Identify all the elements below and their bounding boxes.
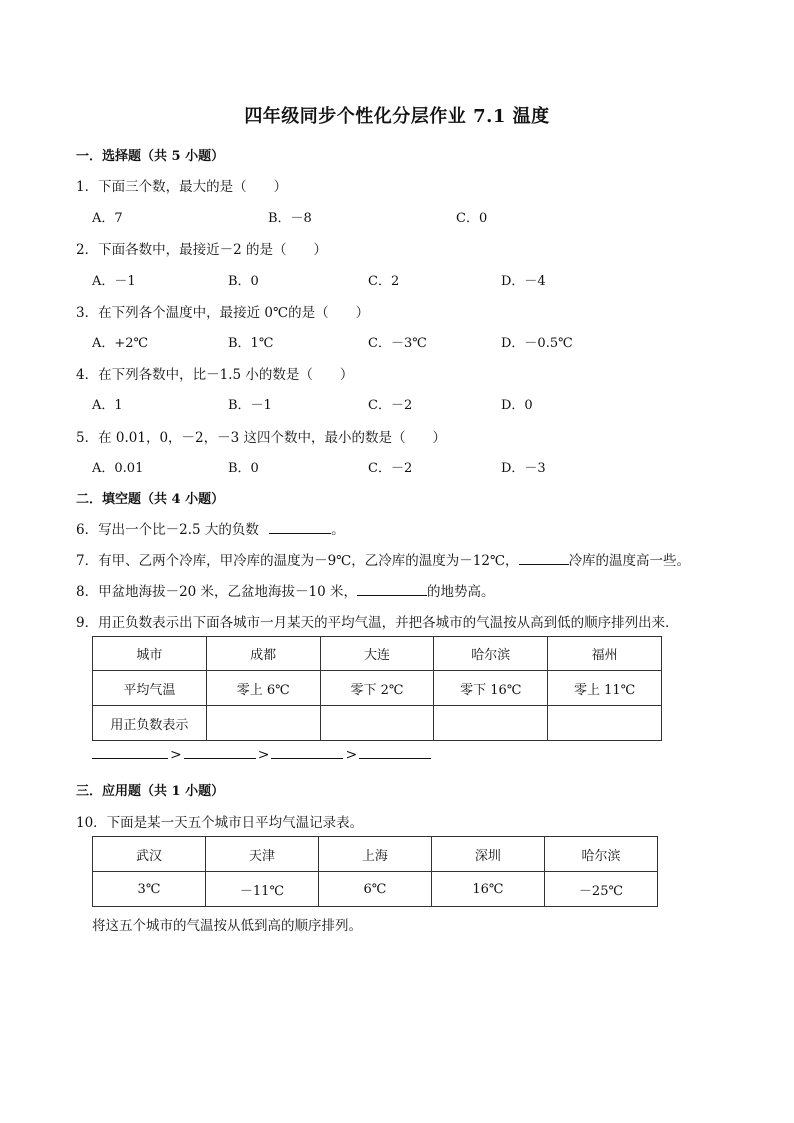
ordering-chain [92, 746, 431, 763]
table-row [93, 637, 662, 671]
table-header-cell: 武汉 [93, 837, 206, 872]
answer-cell[interactable] [206, 706, 320, 741]
answer-cell[interactable] [320, 706, 434, 741]
order-blank-2[interactable] [184, 746, 256, 759]
table-header-cell: 深圳 [431, 837, 544, 872]
question-3-option-d: D．－0.5℃ [501, 336, 573, 351]
table-cell: 零下 2℃ [320, 671, 434, 706]
section-heading-choice: 一．选择题（共 5 小题） [76, 149, 225, 164]
question-1-stem: 1．下面三个数，最大的是（ ） [76, 179, 288, 195]
greater-than-symbol: > [345, 747, 358, 763]
answer-blank-6[interactable] [269, 521, 331, 534]
question-6-end: 。 [331, 522, 345, 538]
answer-cell[interactable] [434, 706, 548, 741]
temperature-table-q10 [92, 836, 658, 907]
table-row [93, 837, 658, 872]
table-row [93, 671, 662, 706]
question-5-option-b: B．0 [228, 461, 259, 476]
question-3-option-a: A．+2℃ [92, 336, 149, 351]
question-4-option-a: A．1 [92, 398, 123, 413]
question-2-option-b: B．0 [228, 274, 259, 289]
question-4-option-d: D．0 [501, 398, 533, 413]
question-8 [76, 580, 495, 600]
table-header-cell: 哈尔滨 [544, 837, 657, 872]
table-header-cell: 天津 [205, 837, 318, 872]
section-heading-fill: 二．填空题（共 4 小题） [76, 492, 225, 507]
table-cell: 用正负数表示 [93, 706, 207, 741]
question-1-option-a: A．7 [92, 211, 123, 226]
question-8-text: 8．甲盆地海拔－20 米，乙盆地海拔－10 米， [76, 584, 358, 600]
question-7-text: 7．有甲、乙两个冷库，甲冷库的温度为－9℃，乙冷库的温度为－12℃， [76, 553, 519, 569]
question-8-end: 的地势高。 [427, 584, 495, 600]
question-3-option-b: B．1℃ [228, 336, 274, 351]
question-1-option-c: C．0 [456, 211, 488, 226]
answer-blank-8[interactable] [357, 583, 427, 596]
table-row [93, 872, 658, 907]
page-title: 四年级同步个性化分层作业 7.1 温度 [244, 106, 550, 127]
table-cell: 零下 16℃ [434, 671, 548, 706]
question-2-option-c: C．2 [368, 274, 400, 289]
table-cell: 3℃ [93, 872, 206, 907]
temperature-table-q9 [92, 636, 662, 741]
question-3-stem: 3．在下列各个温度中，最接近 0℃的是（ ） [76, 305, 370, 321]
question-2-option-d: D．－4 [501, 274, 546, 289]
table-cell: 平均气温 [93, 671, 207, 706]
question-4-option-c: C．－2 [368, 398, 413, 413]
question-5-stem: 5．在 0.01，0，－2，－3 这四个数中，最小的数是（ ） [76, 430, 446, 446]
question-7 [76, 549, 690, 569]
question-9-stem: 9．用正负数表示出下面各城市一月某天的平均气温，并把各城市的气温按从高到低的顺序排列出来． [76, 615, 679, 631]
table-header-cell: 成都 [206, 637, 320, 671]
question-2-option-a: A．－1 [92, 274, 136, 289]
table-header-cell: 城市 [93, 637, 207, 671]
answer-blank-7[interactable] [519, 552, 569, 565]
table-header-cell: 哈尔滨 [434, 637, 548, 671]
question-5-option-c: C．－2 [368, 461, 413, 476]
table-cell: 16℃ [431, 872, 544, 907]
order-blank-3[interactable] [271, 746, 343, 759]
question-10-instruction: 将这五个城市的气温按从低到高的顺序排列。 [92, 918, 362, 934]
table-cell: 零上 6℃ [206, 671, 320, 706]
order-blank-4[interactable] [359, 746, 431, 759]
question-5-option-a: A．0.01 [92, 461, 144, 476]
question-6 [76, 518, 345, 538]
question-2-stem: 2．下面各数中，最接近－2 的是（ ） [76, 242, 327, 258]
table-header-cell: 大连 [320, 637, 434, 671]
question-4-option-b: B．－1 [228, 398, 272, 413]
question-6-text: 6．写出一个比－2.5 大的负数 [76, 522, 259, 538]
greater-than-symbol: > [170, 747, 182, 763]
table-cell: 6℃ [318, 872, 431, 907]
answer-cell[interactable] [548, 706, 662, 741]
question-1-option-b: B．－8 [268, 211, 312, 226]
table-header-cell: 福州 [548, 637, 662, 671]
order-blank-1[interactable] [92, 746, 168, 759]
table-cell: 零上 11℃ [548, 671, 662, 706]
question-7-end: 冷库的温度高一些。 [568, 553, 691, 569]
table-cell: －25℃ [544, 872, 657, 907]
table-row [93, 706, 662, 741]
question-4-stem: 4．在下列各数中，比－1.5 小的数是（ ） [76, 367, 354, 383]
question-5-option-d: D．－3 [501, 461, 546, 476]
section-heading-apply: 三．应用题（共 1 小题） [76, 784, 225, 799]
greater-than-symbol: > [257, 747, 270, 763]
table-cell: －11℃ [205, 872, 318, 907]
table-header-cell: 上海 [318, 837, 431, 872]
question-10-stem: 10．下面是某一天五个城市日平均气温记录表。 [76, 815, 364, 831]
question-3-option-c: C．－3℃ [368, 336, 427, 351]
